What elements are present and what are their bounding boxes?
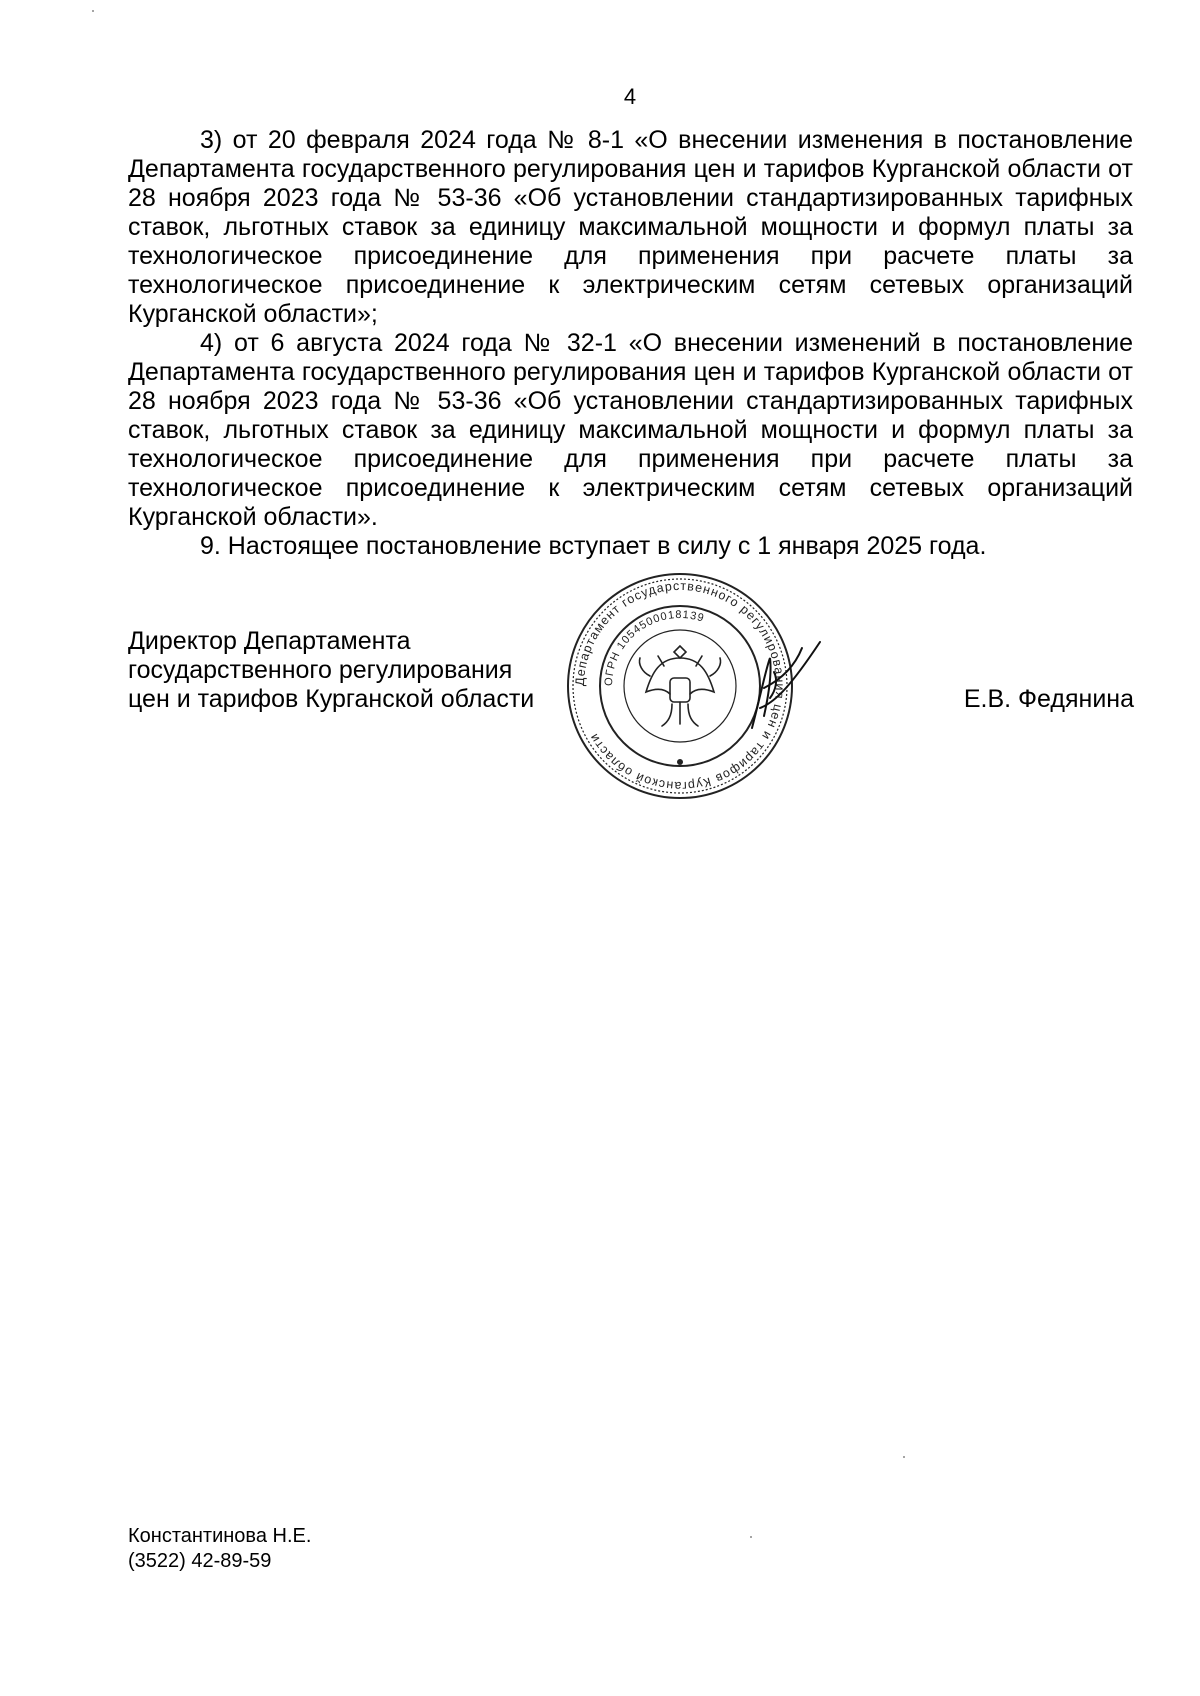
position-line: Директор Департамента (128, 627, 411, 655)
scan-speck (750, 1536, 752, 1538)
paragraph-item-4: 4) от 6 августа 2024 года № 32-1 «О внесении изменений в постановление Департамента государственного регулирования цен и тарифов Курганской области от 28 ноября 2023 года № 53-36 «Об установлении стандартизированных тарифных ставок, льготных ставок за единицу максимальной мощности и формул платы за технологическое присоединение для применения при расчете платы за технологическое присоединение к электрическим сетям сетевых организаций Курганской области». (128, 329, 1133, 531)
svg-text:ОГРН 1054500018139 (603, 609, 706, 686)
handwritten-signature-icon (740, 628, 830, 748)
signatory-name: Е.В. Федянина (963, 685, 1134, 713)
contact-name: Константинова Н.Е. (128, 1525, 312, 1547)
position-line: цен и тарифов Курганской области (128, 685, 535, 713)
document-body (128, 126, 1133, 561)
paragraph-item-3: 3) от 20 февраля 2024 года № 8-1 «О внесении изменения в постановление Департамента государственного регулирования цен и тарифов Курганской области от 28 ноября 2023 года № 53-36 «Об установлении стандартизированных тарифных ставок, льготных ставок за единицу максимальной мощности и формул платы за технологическое присоединение для применения при расчете платы за технологическое присоединение к электрическим сетям сетевых организаций Курганской области»; (128, 126, 1133, 328)
scan-speck (903, 1456, 905, 1458)
contact-block (128, 1524, 311, 1574)
paragraph-effective-date: 9. Настоящее постановление вступает в силу с 1 января 2025 года. (200, 532, 987, 560)
page-number: 4 (623, 84, 637, 109)
seal-inner-text: ОГРН 1054500018139 (602, 608, 707, 687)
scan-speck (92, 10, 94, 12)
signatory-position (128, 627, 534, 714)
seal-outer-text: Департамент государственного регулирования цен и тарифов Курганской области (572, 578, 788, 794)
contact-phone: (3522) 42-89-59 (128, 1550, 272, 1572)
position-line: государственного регулирования (128, 656, 513, 684)
